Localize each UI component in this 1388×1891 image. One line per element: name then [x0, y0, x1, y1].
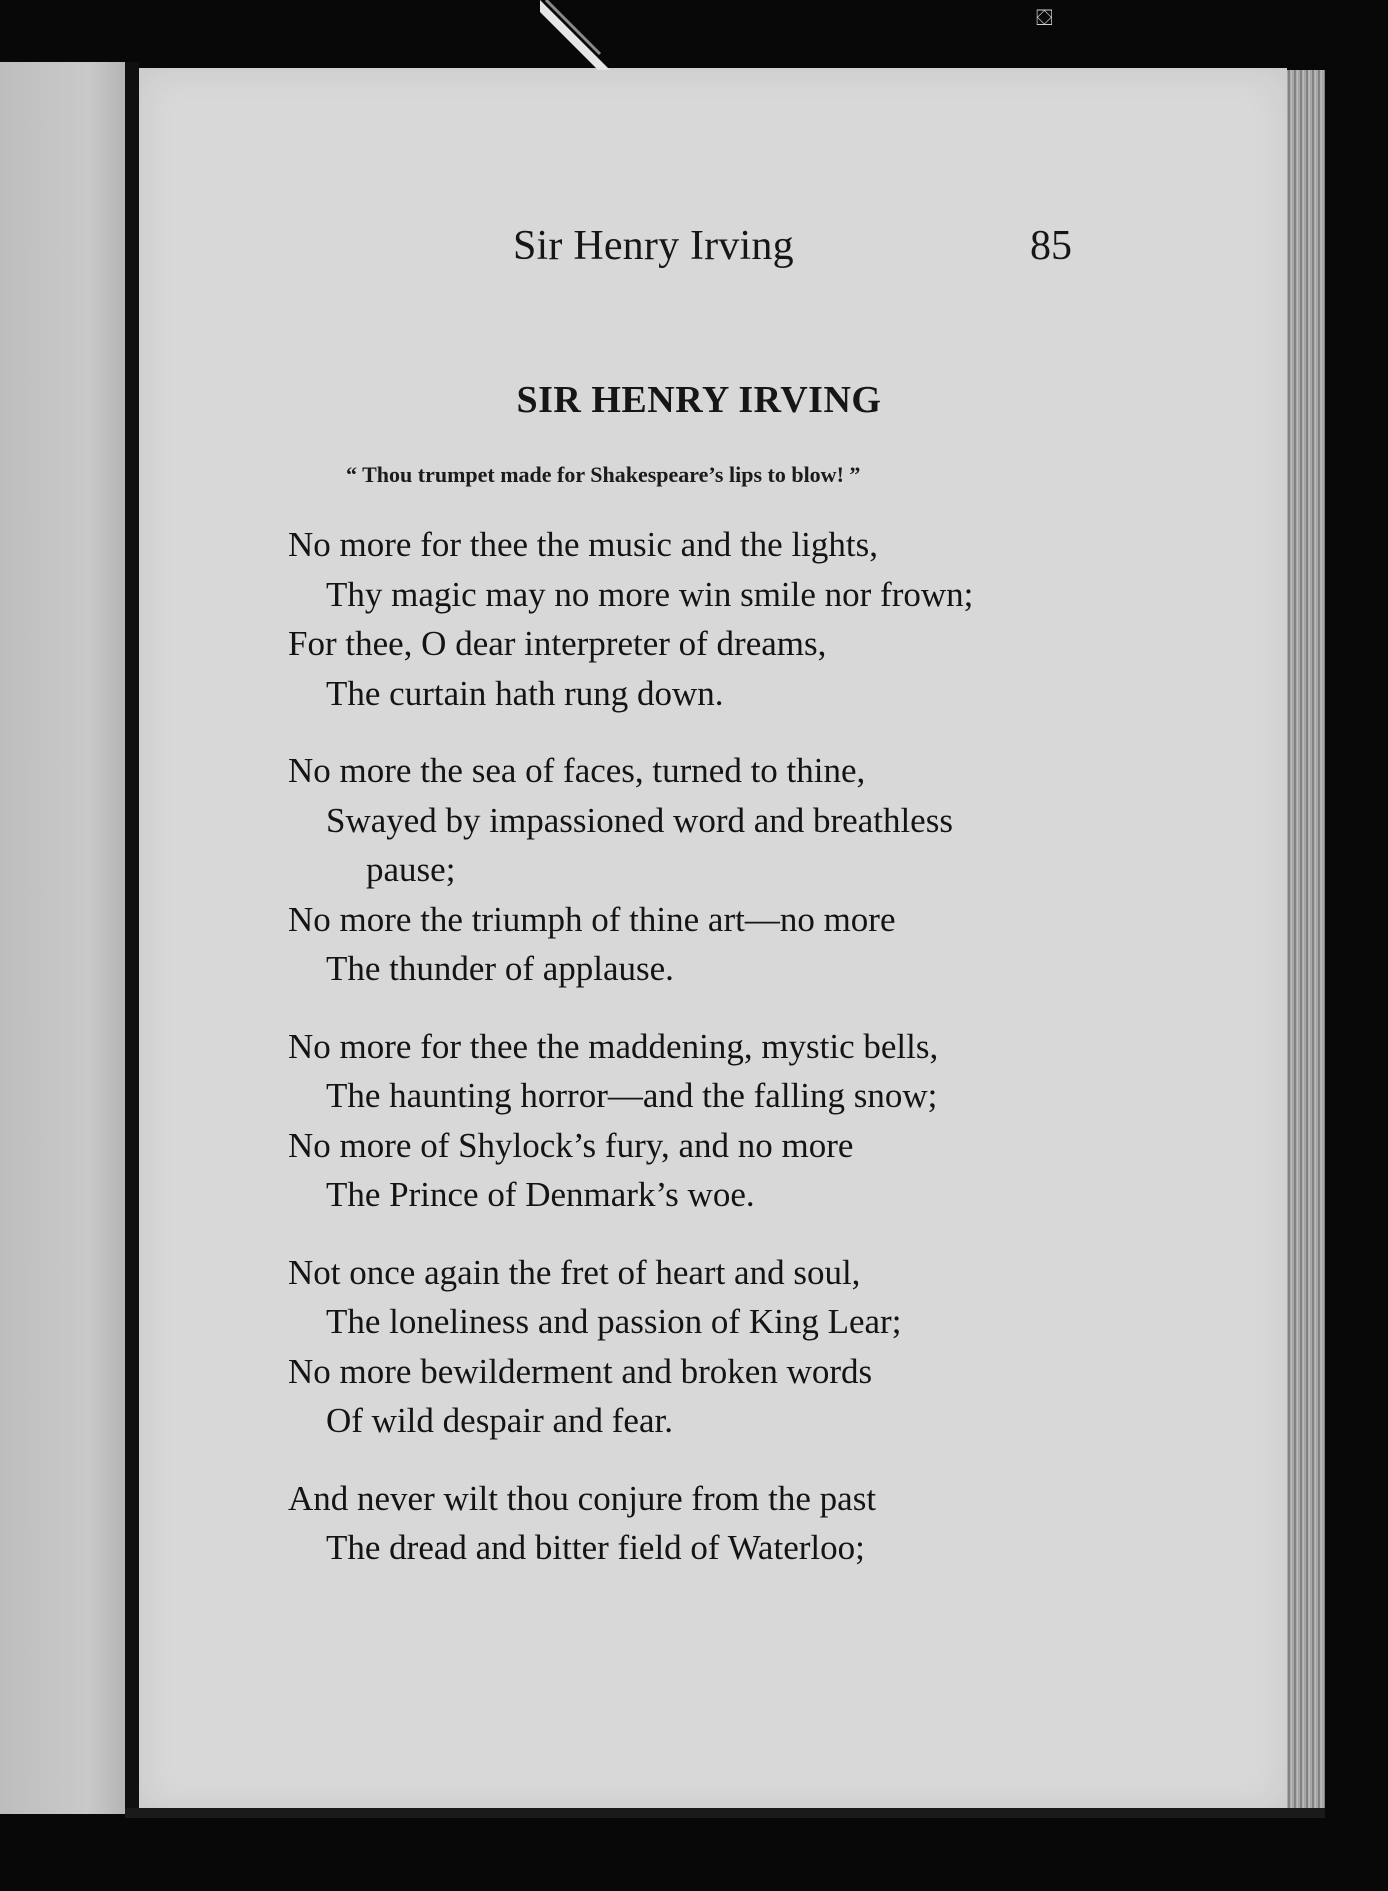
poem-stanza	[288, 520, 1108, 718]
poem-epigraph: “ Thou trumpet made for Shakespeare’s lips to blow! ”	[346, 462, 861, 487]
poem-line: No more of Shylock’s fury, and no more	[288, 1125, 854, 1165]
poem-line: The curtain hath rung down.	[326, 673, 724, 713]
poem-stanza	[288, 746, 1108, 994]
page-stack-edge	[1287, 70, 1325, 1810]
poem-line: Thy magic may no more win smile nor frown;	[326, 574, 974, 614]
poem-stanza	[288, 1474, 1108, 1573]
poem-line: No more bewilderment and broken words	[288, 1351, 873, 1391]
poem-line: No more the triumph of thine art—no more	[288, 899, 896, 939]
poem-line: Swayed by impassioned word and breathless	[326, 800, 953, 840]
poem-line: For thee, O dear interpreter of dreams,	[288, 624, 827, 663]
scan-artifact-mark: ⛋	[1036, 6, 1053, 31]
poem-line: Of wild despair and fear.	[326, 1401, 673, 1440]
page-number: 85	[1030, 223, 1072, 269]
poem-line: The haunting horror—and the falling snow;	[326, 1076, 938, 1115]
poem-line: No more for thee the music and the lights,	[288, 525, 878, 564]
poem-title: SIR HENRY IRVING	[516, 379, 882, 421]
poem-line: The thunder of applause.	[326, 949, 674, 988]
page-fold-mark	[540, 0, 610, 70]
poem-line: No more for thee the maddening, mystic bells,	[288, 1026, 939, 1066]
poem-line: The Prince of Denmark’s woe.	[326, 1175, 755, 1214]
poem-line: And never wilt thou conjure from the past	[288, 1478, 877, 1518]
page-bottom-edge	[125, 1808, 1325, 1818]
poem-line: The loneliness and passion of King Lear;	[326, 1302, 902, 1341]
poem-stanza	[288, 1022, 1108, 1220]
poem-stanza	[288, 1248, 1108, 1446]
facing-page-edge	[0, 62, 125, 1814]
poem-line: No more the sea of faces, turned to thine,	[288, 751, 866, 790]
running-head-title: Sir Henry Irving	[513, 223, 794, 269]
poem-line: pause;	[366, 850, 456, 889]
poem-line: Not once again the fret of heart and soul,	[288, 1252, 861, 1292]
poem-line: The dread and bitter field of Waterloo;	[326, 1528, 865, 1567]
poem-title-wrapper	[0, 378, 1388, 422]
poem-body	[288, 520, 1108, 1601]
book-gutter	[125, 62, 139, 1814]
